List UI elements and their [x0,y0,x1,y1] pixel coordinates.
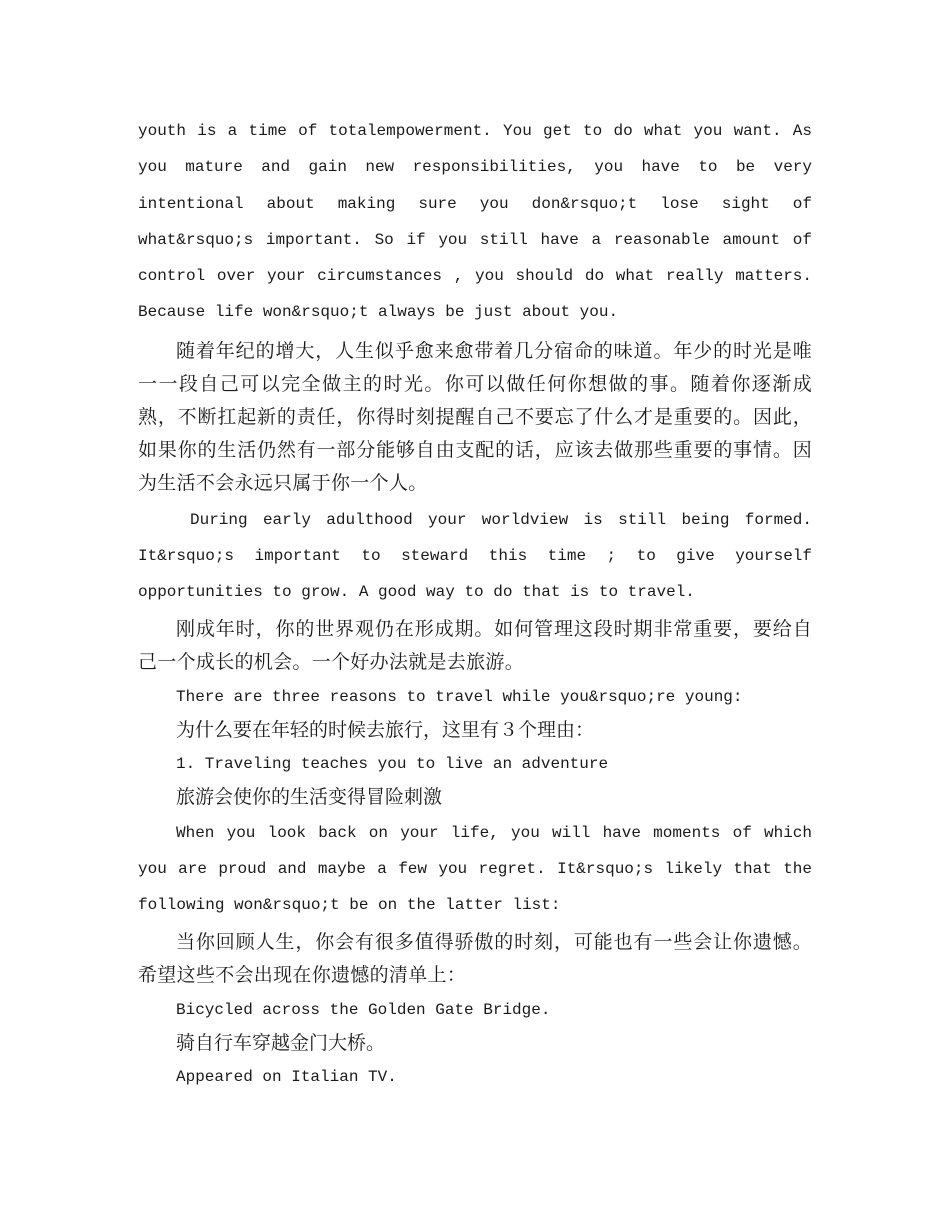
paragraph-en-1: youth is a time of totalempowerment. You get to do what you want. As you mature and gain new responsibilities, you have to be very intentional about making sure you don&rsquo;t lose sight of what&rsquo;s important. So if you still have a reasonable amount of control over your circumstances , you should do what really matters. Because life won&rsquo;t always be just about you. [138,122,812,322]
list-item-zh-1: 骑自行车穿越金门大桥。 [176,1032,386,1055]
paragraph-zh-3: 为什么要在年轻的时候去旅行，这里有３个理由： [176,719,595,742]
list-heading-zh-1: 旅游会使你的生活变得冒险刺激 [176,786,443,809]
paragraph-zh-2: 刚成年时，你的世界观仍在形成期。如何管理这段时期非常重要，要给自己一个成长的机会。一个好办法就是去旅游。 [138,617,812,673]
list-item-en-2: Appeared on Italian TV. [176,1067,397,1086]
document-page [138,113,812,1094]
paragraph-en-3: There are three reasons to travel while you&rsquo;re young: [176,687,743,706]
list-item-en-1: Bicycled across the Golden Gate Bridge. [176,1000,551,1019]
paragraph-en-4: When you look back on your life, you will have moments of which you are proud and maybe a few you regret. It&rsquo;s likely that the following won&rsquo;t be on the latter list: [138,823,812,915]
paragraph-en-2: During early adulthood your worldview is still being formed. It&rsquo;s important to steward this time ; to give yourself opportunities to grow. A good way to do that is to travel. [138,510,812,602]
paragraph-zh-4: 当你回顾人生，你会有很多值得骄傲的时刻，可能也有一些会让你遗憾。希望这些不会出现在你遗憾的清单上： [138,930,812,986]
paragraph-zh-1: 随着年纪的增大，人生似乎愈来愈带着几分宿命的味道。年少的时光是唯一一段自己可以完全做主的时光。你可以做任何你想做的事。随着你逐渐成熟，不断扛起新的责任，你得时刻提醒自己不要忘了什么才是重要的。因此，如果你的生活仍然有一部分能够自由支配的话，应该去做那些重要的事情。因为生活不会永远只属于你一个人。 [138,339,812,494]
list-heading-1: 1. Traveling teaches you to live an adventure [176,754,609,773]
